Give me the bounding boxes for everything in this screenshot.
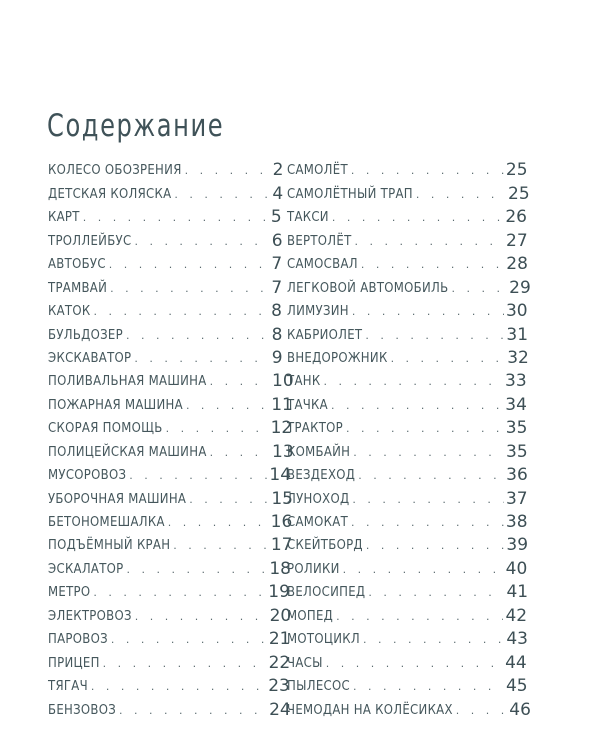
- toc-entry-title: ПОДЪЁМНЫЙ КРАН: [48, 538, 171, 554]
- dot-leader: [391, 352, 506, 366]
- toc-entry-page-number: 36: [506, 465, 528, 486]
- toc-entry-page-number: 44: [505, 652, 527, 673]
- toc-entry[interactable]: [287, 461, 528, 486]
- toc-entry-title: ЛИМУЗИН: [287, 304, 349, 320]
- toc-entry-page-number: 9: [271, 347, 283, 368]
- toc-entry-title: ВНЕДОРОЖНИК: [287, 350, 388, 366]
- toc-entry[interactable]: [287, 484, 528, 509]
- toc-entry-page-number: 17: [270, 535, 293, 556]
- toc-entry-page-number: 21: [268, 629, 291, 650]
- toc-entry[interactable]: [287, 344, 529, 368]
- toc-entry-page-number: 35: [506, 441, 528, 462]
- toc-entry[interactable]: [287, 203, 527, 228]
- dot-leader: [103, 657, 267, 671]
- toc-entry[interactable]: [287, 625, 528, 650]
- dot-leader: [346, 422, 504, 436]
- toc-entry[interactable]: [48, 344, 283, 368]
- toc-entry[interactable]: [287, 250, 528, 275]
- dot-leader: [93, 305, 269, 319]
- toc-entry[interactable]: [287, 437, 528, 462]
- toc-entry-page-number: 2: [272, 160, 284, 181]
- dot-leader: [134, 352, 269, 366]
- toc-entry-page-number: 43: [506, 629, 528, 650]
- toc-entry-page-number: 25: [505, 160, 528, 181]
- toc-entry-title: СКОРАЯ ПОМОЩЬ: [48, 421, 163, 437]
- dot-leader: [355, 235, 505, 249]
- toc-entry[interactable]: [48, 320, 283, 345]
- toc-entry-title: МОПЕД: [287, 608, 334, 624]
- dot-leader: [93, 586, 266, 600]
- toc-entry[interactable]: [48, 554, 291, 579]
- dot-leader: [363, 633, 504, 647]
- dot-leader: [185, 164, 271, 178]
- dot-leader: [352, 493, 504, 507]
- toc-entry-title: КАТОК: [48, 304, 91, 320]
- toc-entry-page-number: 20: [269, 605, 292, 626]
- dot-leader: [416, 188, 506, 202]
- toc-entry[interactable]: [48, 601, 292, 626]
- toc-entry-title: ПОЛИВАЛЬНАЯ МАШИНА: [48, 374, 207, 390]
- toc-entry-title: БЕТОНОМЕШАЛКА: [48, 515, 165, 530]
- toc-entry-page-number: 5: [270, 207, 282, 228]
- dot-leader: [126, 329, 270, 343]
- toc-entry-title: ТАКСИ: [287, 210, 329, 226]
- toc-column-left: [48, 156, 294, 720]
- toc-entry[interactable]: [287, 226, 528, 251]
- toc-entry[interactable]: [48, 367, 294, 392]
- toc-entry[interactable]: [287, 554, 528, 579]
- dot-leader: [168, 516, 269, 530]
- toc-entry-title: КОЛЕСО ОБОЗРЕНИЯ: [48, 163, 182, 179]
- toc-entry-page-number: 8: [271, 324, 283, 345]
- toc-entry-page-number: 18: [269, 558, 291, 579]
- toc-entry-page-number: 29: [509, 277, 531, 298]
- dot-leader: [109, 258, 270, 272]
- toc-entry-title: САМОКАТ: [287, 515, 349, 530]
- toc-entry[interactable]: [48, 203, 282, 228]
- toc-entry[interactable]: [287, 508, 528, 532]
- toc-entry[interactable]: [48, 414, 293, 439]
- toc-entry-page-number: 6: [271, 230, 283, 251]
- toc-entry-title: ЛУНОХОД: [287, 491, 350, 507]
- toc-entry[interactable]: [287, 390, 527, 415]
- toc-entry-page-number: 40: [505, 558, 528, 579]
- toc-entry-page-number: 13: [272, 441, 294, 462]
- toc-entry[interactable]: [48, 672, 290, 697]
- dot-leader: [326, 657, 503, 671]
- toc-entry-page-number: 46: [509, 699, 531, 720]
- toc-entry[interactable]: [287, 695, 531, 720]
- toc-entry[interactable]: [287, 367, 527, 392]
- toc-column-right: [287, 156, 531, 720]
- toc-entry[interactable]: [287, 320, 529, 345]
- dot-leader: [210, 446, 270, 460]
- dot-leader: [358, 469, 504, 483]
- dot-leader: [352, 305, 504, 319]
- dot-leader: [343, 563, 504, 577]
- toc-entry-title: ПАРОВОЗ: [48, 632, 108, 648]
- dot-leader: [111, 633, 267, 647]
- toc-entry-title: ПРИЦЕП: [48, 655, 100, 671]
- toc-entry-page-number: 24: [269, 699, 291, 720]
- toc-entry[interactable]: [48, 578, 290, 603]
- toc-entry-title: ВЕРТОЛЁТ: [287, 233, 352, 249]
- page-title: Содержание: [47, 108, 225, 144]
- toc-entry-title: ЧАСЫ: [287, 655, 323, 671]
- toc-entry-title: ТАЧКА: [287, 397, 328, 413]
- dot-leader: [174, 188, 270, 202]
- toc-entry-title: ТЯГАЧ: [48, 679, 88, 695]
- toc-entry[interactable]: [287, 672, 528, 697]
- toc-entry-title: ТРАКТОР: [287, 421, 343, 437]
- dot-leader: [166, 422, 269, 436]
- dot-leader: [451, 282, 507, 296]
- dot-leader: [134, 235, 269, 249]
- dot-leader: [189, 493, 269, 507]
- toc-entry[interactable]: [48, 531, 293, 556]
- toc-entry-page-number: 37: [505, 488, 528, 509]
- toc-entry-page-number: 8: [271, 301, 282, 322]
- toc-entry-title: САМОЛЁТНЫЙ ТРАП: [287, 186, 413, 202]
- toc-entry[interactable]: [48, 226, 283, 251]
- toc-entry[interactable]: [287, 648, 527, 673]
- toc-entry-page-number: 35: [505, 418, 528, 439]
- toc-entry-title: ПОЖАРНАЯ МАШИНА: [48, 397, 183, 413]
- dot-leader: [83, 211, 269, 225]
- dot-leader: [361, 258, 504, 272]
- toc-entry-title: ПЫЛЕСОС: [287, 679, 350, 695]
- dot-leader: [323, 375, 503, 389]
- dot-leader: [173, 539, 269, 553]
- dot-leader: [110, 282, 269, 296]
- dot-leader: [129, 469, 267, 483]
- toc-entry-page-number: 15: [271, 488, 293, 509]
- toc-entry-page-number: 22: [268, 652, 291, 673]
- toc-entry-page-number: 28: [506, 254, 528, 275]
- toc-entry[interactable]: [48, 250, 283, 275]
- dot-leader: [91, 680, 266, 694]
- toc-entry-page-number: 23: [268, 676, 290, 697]
- dot-leader: [351, 164, 504, 178]
- toc-entry[interactable]: [287, 531, 529, 556]
- toc-entry[interactable]: [48, 390, 293, 415]
- toc-entry-title: ТРОЛЛЕЙБУС: [48, 233, 132, 249]
- toc-entry-page-number: 7: [271, 254, 283, 275]
- dot-leader: [332, 211, 503, 225]
- toc-entry-title: МЕТРО: [48, 585, 91, 601]
- toc-entry-title: БУЛЬДОЗЕР: [48, 327, 123, 343]
- toc-entry-page-number: 7: [271, 277, 283, 298]
- toc-entry-page-number: 16: [270, 512, 293, 532]
- toc-entry-title: САМОСВАЛ: [287, 257, 358, 273]
- toc-entry-page-number: 34: [505, 394, 527, 415]
- toc-entry[interactable]: [48, 625, 291, 650]
- toc-entry-page-number: 30: [505, 301, 528, 322]
- dot-leader: [331, 399, 503, 413]
- toc-entry-page-number: 39: [506, 535, 529, 556]
- toc-entry-title: ЛЕГКОВОЙ АВТОМОБИЛЬ: [287, 280, 449, 296]
- toc-entry[interactable]: [48, 297, 282, 322]
- toc-entry[interactable]: [48, 648, 291, 673]
- toc-entry-title: ЧЕМОДАН НА КОЛЁСИКАХ: [287, 702, 453, 718]
- dot-leader: [119, 704, 267, 718]
- toc-entry-page-number: 12: [270, 418, 293, 439]
- toc-entry[interactable]: [48, 508, 293, 532]
- dot-leader: [366, 539, 505, 553]
- toc-entry-title: ЭЛЕКТРОВОЗ: [48, 608, 132, 624]
- toc-entry-page-number: 10: [272, 371, 294, 392]
- toc-entry[interactable]: [287, 601, 528, 626]
- toc-entry-page-number: 14: [269, 465, 292, 486]
- toc-entry-title: КАРТ: [48, 210, 80, 226]
- toc-entry[interactable]: [48, 437, 294, 462]
- toc-entry-page-number: 33: [505, 371, 527, 392]
- dot-leader: [127, 563, 268, 577]
- toc-entry-title: ТРАМВАЙ: [48, 280, 108, 296]
- toc-entry-title: СКЕЙТБОРД: [287, 538, 363, 554]
- toc-entry-title: ВЕЗДЕХОД: [287, 468, 356, 484]
- toc-entry-title: КОМБАЙН: [287, 444, 351, 460]
- toc-entry-title: САМОЛЁТ: [287, 163, 348, 179]
- toc-entry-title: ЭКСКАВАТОР: [48, 350, 132, 366]
- toc-entry-page-number: 31: [506, 324, 529, 345]
- toc-entry[interactable]: [287, 273, 531, 298]
- dot-leader: [456, 704, 508, 718]
- toc-entry[interactable]: [48, 484, 293, 509]
- toc-entry-page-number: 4: [272, 183, 284, 204]
- toc-entry-page-number: 38: [505, 512, 528, 532]
- dot-leader: [351, 516, 504, 530]
- toc-entry-title: МОТОЦИКЛ: [287, 632, 360, 648]
- dot-leader: [336, 610, 503, 624]
- toc-entry-title: ПОЛИЦЕЙСКАЯ МАШИНА: [48, 444, 207, 460]
- dot-leader: [368, 586, 504, 600]
- dot-leader: [353, 446, 504, 460]
- toc-entry[interactable]: [287, 297, 528, 322]
- toc-entry-page-number: 26: [505, 207, 527, 228]
- toc-entry-page-number: 19: [268, 582, 290, 603]
- toc-entry-page-number: 41: [506, 582, 529, 603]
- toc-entry-page-number: 42: [505, 605, 528, 626]
- toc-entry-title: РОЛИКИ: [287, 561, 340, 577]
- toc-entry-page-number: 27: [506, 230, 528, 251]
- toc-entry-title: ЭСКАЛАТОР: [48, 561, 124, 577]
- dot-leader: [365, 329, 504, 343]
- toc-entry-title: МУСОРОВОЗ: [48, 468, 127, 484]
- toc-entry-title: БЕНЗОВОЗ: [48, 702, 117, 718]
- toc-entry-title: ВЕЛОСИПЕД: [287, 585, 366, 601]
- toc-entry[interactable]: [48, 461, 292, 486]
- toc-entry-page-number: 25: [508, 183, 530, 204]
- toc-entry[interactable]: [287, 179, 530, 204]
- toc-entry-title: АВТОБУС: [48, 257, 106, 273]
- toc-entry-title: КАБРИОЛЕТ: [287, 327, 363, 343]
- toc-entry[interactable]: [287, 156, 528, 181]
- toc-entry[interactable]: [48, 156, 284, 181]
- toc-entry-page-number: 32: [507, 347, 529, 368]
- toc-entry[interactable]: [287, 578, 529, 603]
- toc-entry[interactable]: [287, 414, 528, 439]
- toc-entry-title: ТАНК: [287, 374, 321, 390]
- toc-entry-page-number: 45: [505, 676, 528, 697]
- toc-entry[interactable]: [48, 179, 284, 204]
- toc-entry[interactable]: [48, 695, 291, 720]
- dot-leader: [210, 375, 270, 389]
- dot-leader: [135, 610, 268, 624]
- toc-entry-title: УБОРОЧНАЯ МАШИНА: [48, 491, 187, 507]
- toc-entry-page-number: 11: [271, 394, 293, 415]
- toc-entry-title: ДЕТСКАЯ КОЛЯСКА: [48, 186, 172, 202]
- dot-leader: [186, 399, 269, 413]
- dot-leader: [353, 680, 504, 694]
- toc-entry[interactable]: [48, 273, 283, 298]
